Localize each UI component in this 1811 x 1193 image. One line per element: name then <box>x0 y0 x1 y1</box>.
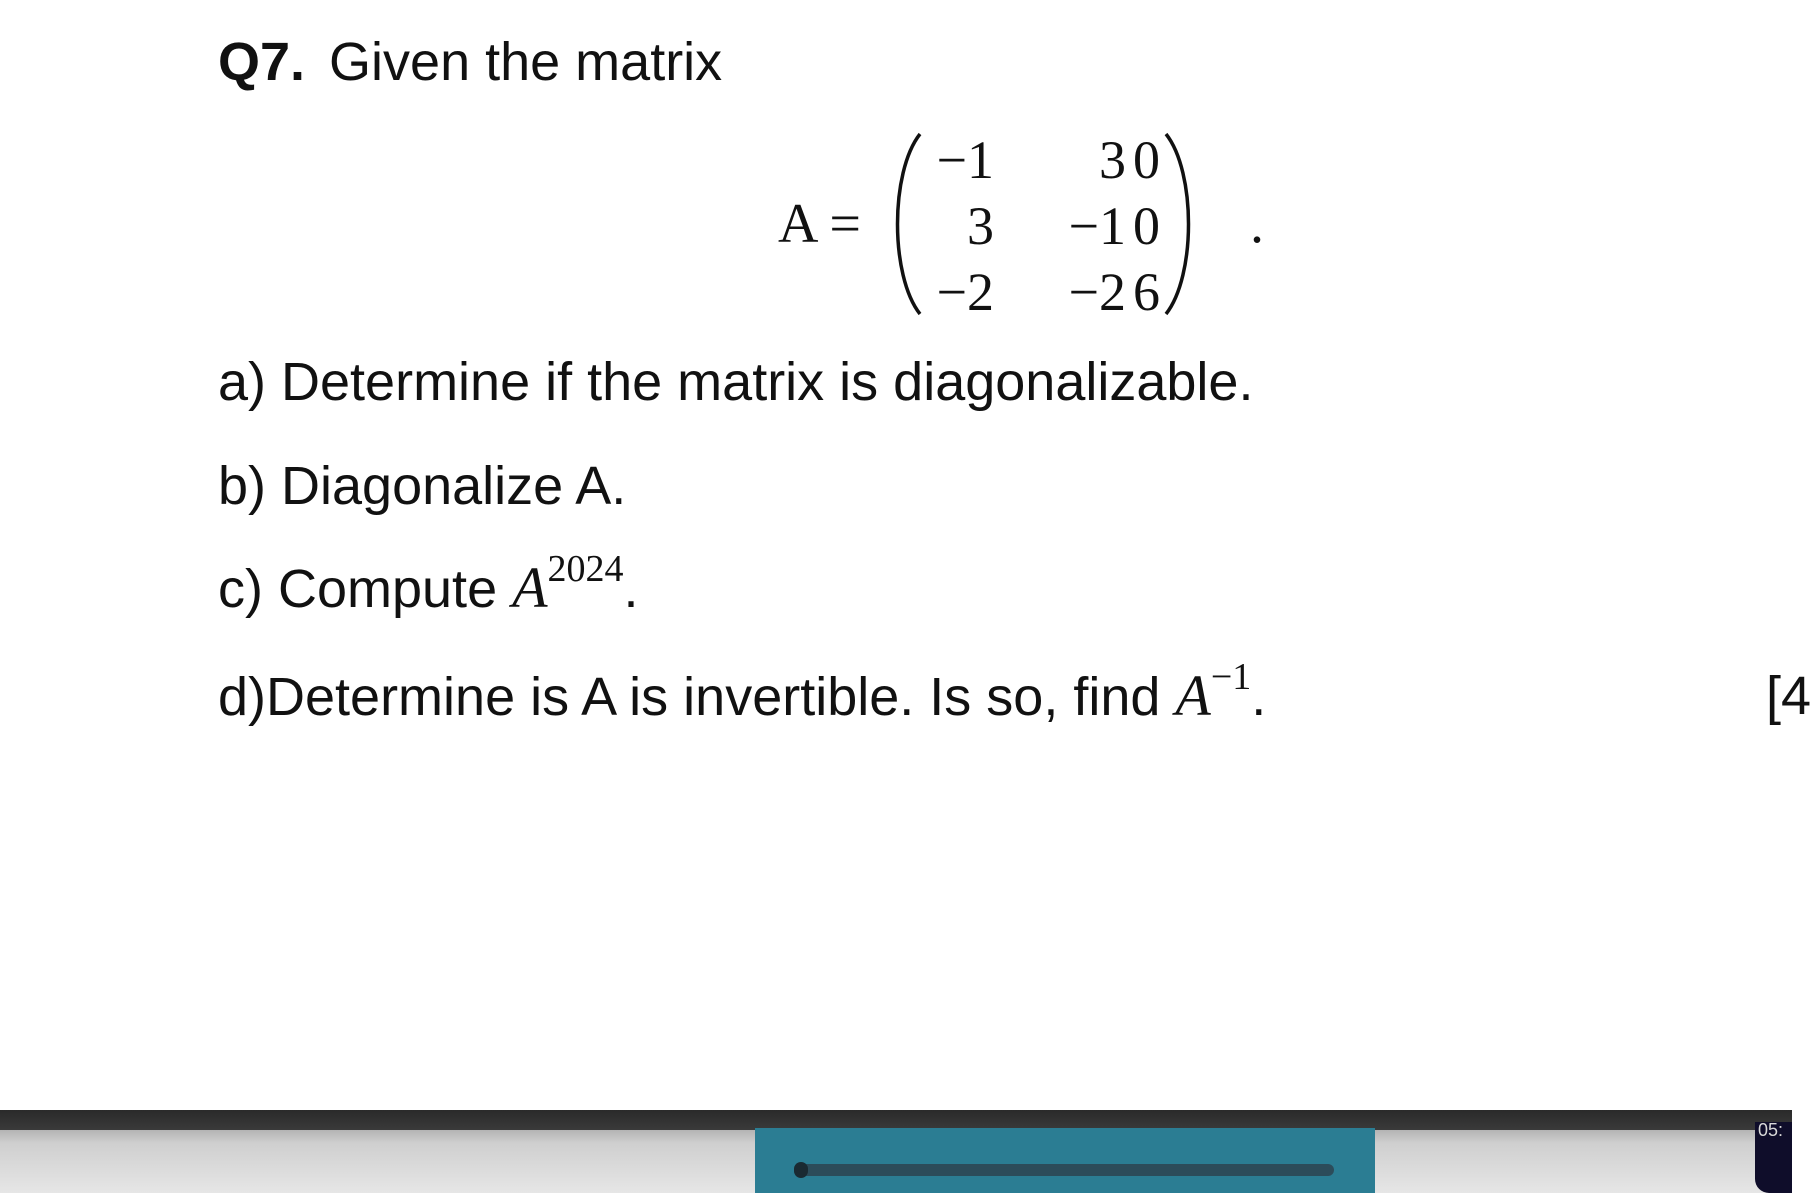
bottom-bar-edge <box>0 1110 1792 1130</box>
matrix-cell: −1 <box>936 130 994 190</box>
video-player-panel[interactable] <box>755 1128 1375 1193</box>
matrix-cell: 0 <box>1133 196 1160 256</box>
part-c-period: . <box>623 559 639 619</box>
matrix-cell: 6 <box>1133 262 1160 322</box>
part-c-text: c) Compute <box>218 559 513 619</box>
part-d <box>218 656 1267 735</box>
marks-label-clipped: [4 <box>1766 666 1811 726</box>
part-b: b) Diagonalize A. <box>218 456 627 516</box>
video-progress-track[interactable] <box>798 1164 1334 1176</box>
matrix-equation <box>770 128 1290 328</box>
question-heading <box>218 30 722 94</box>
matrix-grid <box>920 128 1160 328</box>
part-d-exponent: −1 <box>1210 656 1252 698</box>
matrix-period: . <box>1250 193 1264 255</box>
question-number: Q7. <box>218 32 306 92</box>
video-progress-handle[interactable] <box>794 1162 808 1178</box>
corner-time-text: 05: <box>1758 1120 1784 1140</box>
part-d-math: A <box>1175 663 1211 728</box>
question-intro: Given the matrix <box>329 32 723 92</box>
matrix-name: A = <box>778 193 861 255</box>
part-c <box>218 548 639 627</box>
part-c-exponent: 2024 <box>547 548 624 590</box>
right-parenthesis <box>1160 132 1200 316</box>
matrix-cell: 0 <box>1133 130 1160 190</box>
matrix-cell: 3 <box>967 196 994 256</box>
matrix-cell: −2 <box>936 262 994 322</box>
part-a: a) Determine if the matrix is diagonalizable. <box>218 352 1254 412</box>
part-d-period: . <box>1251 667 1267 727</box>
matrix-cell: −2 <box>1068 262 1126 322</box>
matrix-cell: 3 <box>1099 130 1126 190</box>
part-c-math: A <box>512 555 548 620</box>
matrix-cell: −1 <box>1068 196 1126 256</box>
part-d-text: d)Determine is A is invertible. Is so, find <box>218 667 1176 727</box>
